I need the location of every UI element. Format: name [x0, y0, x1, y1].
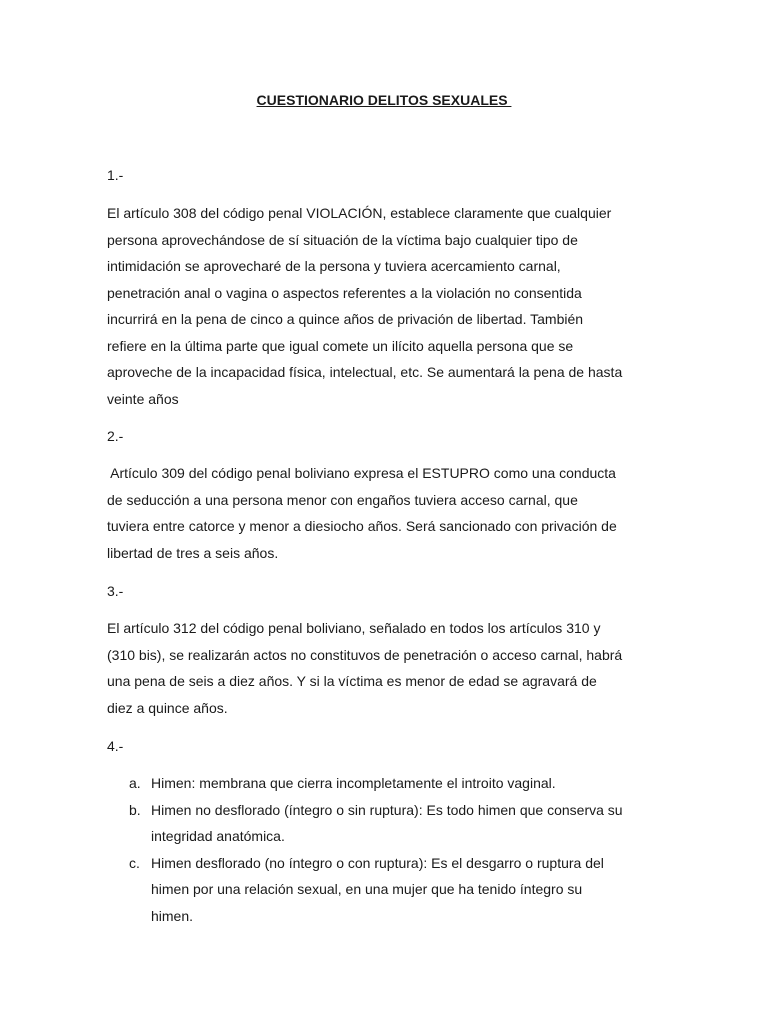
- list-item: [107, 850, 667, 930]
- paragraph-line: penetración anal o vagina o aspectos referentes a la violación no consentida: [107, 284, 582, 301]
- section-4-number: 4.-: [107, 738, 124, 754]
- section-1-number: 1.-: [107, 167, 124, 183]
- paragraph-line: veinte años: [107, 390, 179, 407]
- definitions-list: [107, 770, 667, 929]
- section-2-paragraph: [107, 460, 667, 566]
- list-marker: a.: [129, 775, 141, 791]
- paragraph-line: incurrirá en la pena de cinco a quince años de privación de libertad. También: [107, 311, 584, 327]
- list-item: [107, 770, 667, 797]
- list-item-line: Himen no desflorado (íntegro o sin ruptura): Es todo himen que conserva su: [151, 801, 623, 818]
- paragraph-line: de seducción a una persona menor con engaños tuviera acceso carnal, que: [107, 491, 578, 508]
- section-3-number: 3.-: [107, 583, 124, 599]
- paragraph-line: Artículo 309 del código penal boliviano expresa el ESTUPRO como una conducta: [107, 465, 616, 481]
- list-item-line: Himen desflorado (no íntegro o con ruptura): Es el desgarro o ruptura del: [151, 854, 604, 871]
- list-marker: b.: [129, 801, 141, 818]
- list-item-line: Himen: membrana que cierra incompletamente el introito vaginal.: [151, 775, 556, 791]
- document-title: CUESTIONARIO DELITOS SEXUALES: [256, 92, 512, 108]
- paragraph-line: persona aprovechándose de sí situación de la víctima bajo cualquier tipo de: [107, 231, 578, 248]
- paragraph-line: libertad de tres a seis años.: [107, 544, 279, 561]
- paragraph-line: intimidación se aprovecharé de la persona y tuviera acercamiento carnal,: [107, 258, 561, 274]
- list-item-line: himen.: [151, 907, 194, 924]
- section-3-paragraph: [107, 615, 667, 721]
- paragraph-line: El artículo 312 del código penal boliviano, señalado en todos los artículos 310 y: [107, 620, 601, 636]
- paragraph-line: aproveche de la incapacidad física, intelectual, etc. Se aumentará la pena de hasta: [107, 364, 623, 380]
- paragraph-line: tuviera entre catorce y menor a diesiocho años. Será sancionado con privación de: [107, 518, 617, 534]
- paragraph-line: (310 bis), se realizarán actos no constituvos de penetración o acceso carnal, habrá: [107, 646, 623, 663]
- list-item-line: integridad anatómica.: [151, 828, 285, 844]
- paragraph-line: una pena de seis a diez años. Y si la víctima es menor de edad se agravará de: [107, 673, 597, 689]
- section-2-number: 2.-: [107, 428, 124, 444]
- list-item-line: himen por una relación sexual, en una mujer que ha tenido íntegro su: [151, 881, 583, 897]
- list-item: [107, 797, 667, 850]
- paragraph-line: refiere en la última parte que igual comete un ilícito aquella persona que se: [107, 337, 574, 354]
- paragraph-line: El artículo 308 del código penal VIOLACIÓN, establece claramente que cualquier: [107, 205, 612, 221]
- list-marker: c.: [129, 854, 140, 871]
- paragraph-line: diez a quince años.: [107, 699, 228, 716]
- section-1-paragraph: [107, 200, 667, 412]
